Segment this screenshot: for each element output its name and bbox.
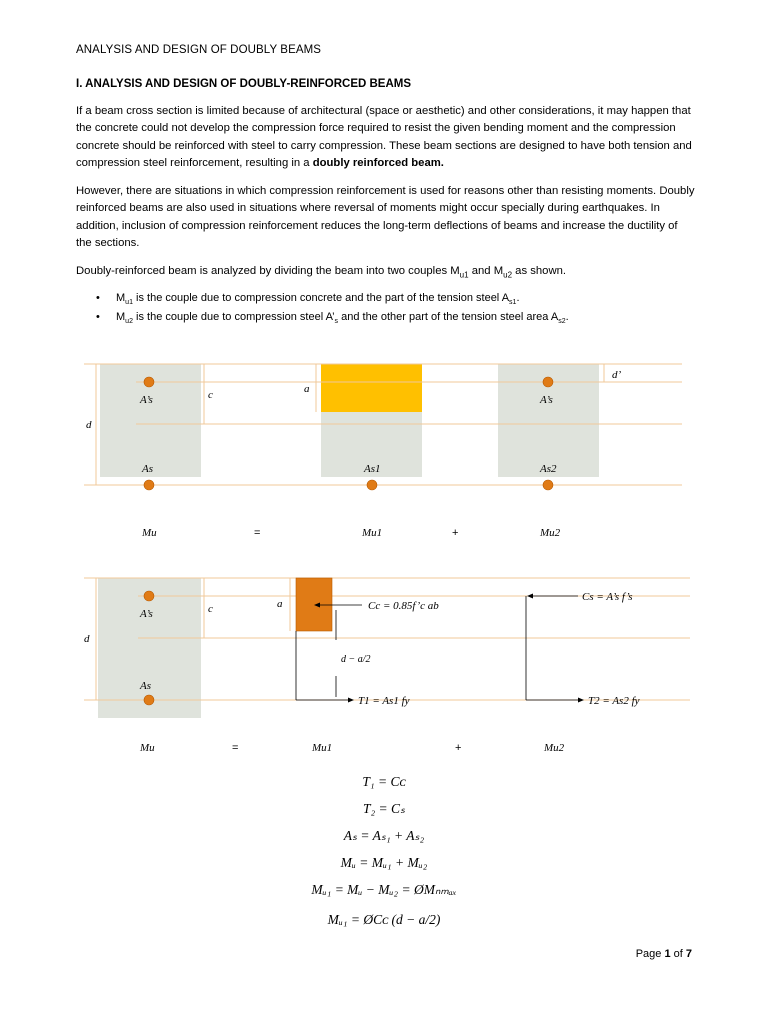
equation-6: Mᵤ₁ = ØCᴄ (d − a/2)	[327, 912, 441, 927]
label-as: As	[142, 463, 153, 475]
diagram-couples	[0, 350, 768, 550]
paragraph-3: Doubly-reinforced beam is analyzed by dividing the beam into two couples $M_{u1}$ and $M_{u2}$ as shown.	[76, 265, 567, 280]
bottom-mu2: Mu2	[544, 742, 565, 754]
bottom-mu: Mu	[140, 742, 155, 754]
force-t2: T2 = As2 fy	[588, 695, 640, 707]
label-as-prime-1: A’s	[140, 394, 153, 406]
label-a: a	[304, 383, 310, 395]
bottom-mu1: Mu1	[312, 742, 333, 754]
label-c: c	[208, 603, 213, 615]
bullet-item-1: • $M_{u1}$ is the couple due to compression concrete and the part of the tension steel $A_{s1}$.	[96, 292, 520, 307]
paragraph-1-bold: doubly reinforced beam.	[312, 157, 444, 170]
bullet-item-2: • $M_{u2}$ is the couple due to compression steel $A’_s$ and the other part of the tension steel area $A_{s2}$.	[96, 311, 569, 326]
bottom-plus: +	[452, 527, 459, 539]
bottom-mu1: Mu1	[362, 527, 383, 539]
page-number: Page 1 of 7	[635, 948, 692, 960]
label-d: d	[84, 633, 90, 645]
bottom-plus: +	[455, 742, 462, 754]
label-as-prime: A’s	[140, 608, 153, 620]
force-cc: Cc = 0.85f’c ab	[368, 600, 439, 612]
label-as: As	[140, 680, 151, 692]
equation-1: T₁ = Cᴄ	[362, 774, 406, 789]
bottom-mu: Mu	[142, 527, 157, 539]
label-d: d	[86, 419, 92, 431]
label-c: c	[208, 389, 213, 401]
label-as2: As2	[540, 463, 557, 475]
section-title: I. ANALYSIS AND DESIGN OF DOUBLY-REINFORCED BEAMS	[76, 78, 412, 90]
label-d-prime: d’	[612, 369, 622, 381]
equation-5: Mᵤ₁ = Mᵤ − Mᵤ₂ = ØMₙₘₐₓ	[311, 882, 457, 897]
paragraph-1	[76, 103, 696, 173]
page-header: ANALYSIS AND DESIGN OF DOUBLY BEAMS	[76, 44, 322, 56]
label-as1: As1	[364, 463, 381, 475]
paragraph-2: However, there are situations in which compression reinforcement is used for reasons other than resisting moments. Doubly reinforced beams are also used in situations where reversal of moments might occur specially during earthquakes. In addition, inclusion of compression reinforcement reduces the long-term deflections of beams and increase the ductility of the sections.	[76, 185, 695, 250]
equation-4: Mᵤ = Mᵤ₁ + Mᵤ₂	[340, 855, 428, 870]
label-a: a	[277, 598, 283, 610]
paragraph-1-text: If a beam cross section is limited because of architectural (space or aesthetic) and other considerations, it may happen that the concrete could not develop the compression force required to resist the given bending moment and the compression concrete should be reinforced with steel to carry compression. These beam sections are designed to have both tension and compression steel reinforcement, resulting in a	[76, 105, 692, 170]
equation-3: Aₛ = Aₛ₁ + Aₛ₂	[343, 828, 425, 843]
equation-2: T₂ = Cₛ	[362, 801, 406, 816]
force-t1: T1 = As1 fy	[358, 695, 410, 707]
bottom-equals: =	[232, 742, 239, 754]
force-cs: Cs = A’s f’s	[582, 591, 633, 603]
bottom-equals: =	[254, 527, 261, 539]
diagram-forces	[0, 565, 768, 765]
bottom-mu2: Mu2	[540, 527, 561, 539]
label-as-prime-2: A’s	[540, 394, 553, 406]
label-d-minus-a-half: d − a/2	[341, 654, 371, 665]
